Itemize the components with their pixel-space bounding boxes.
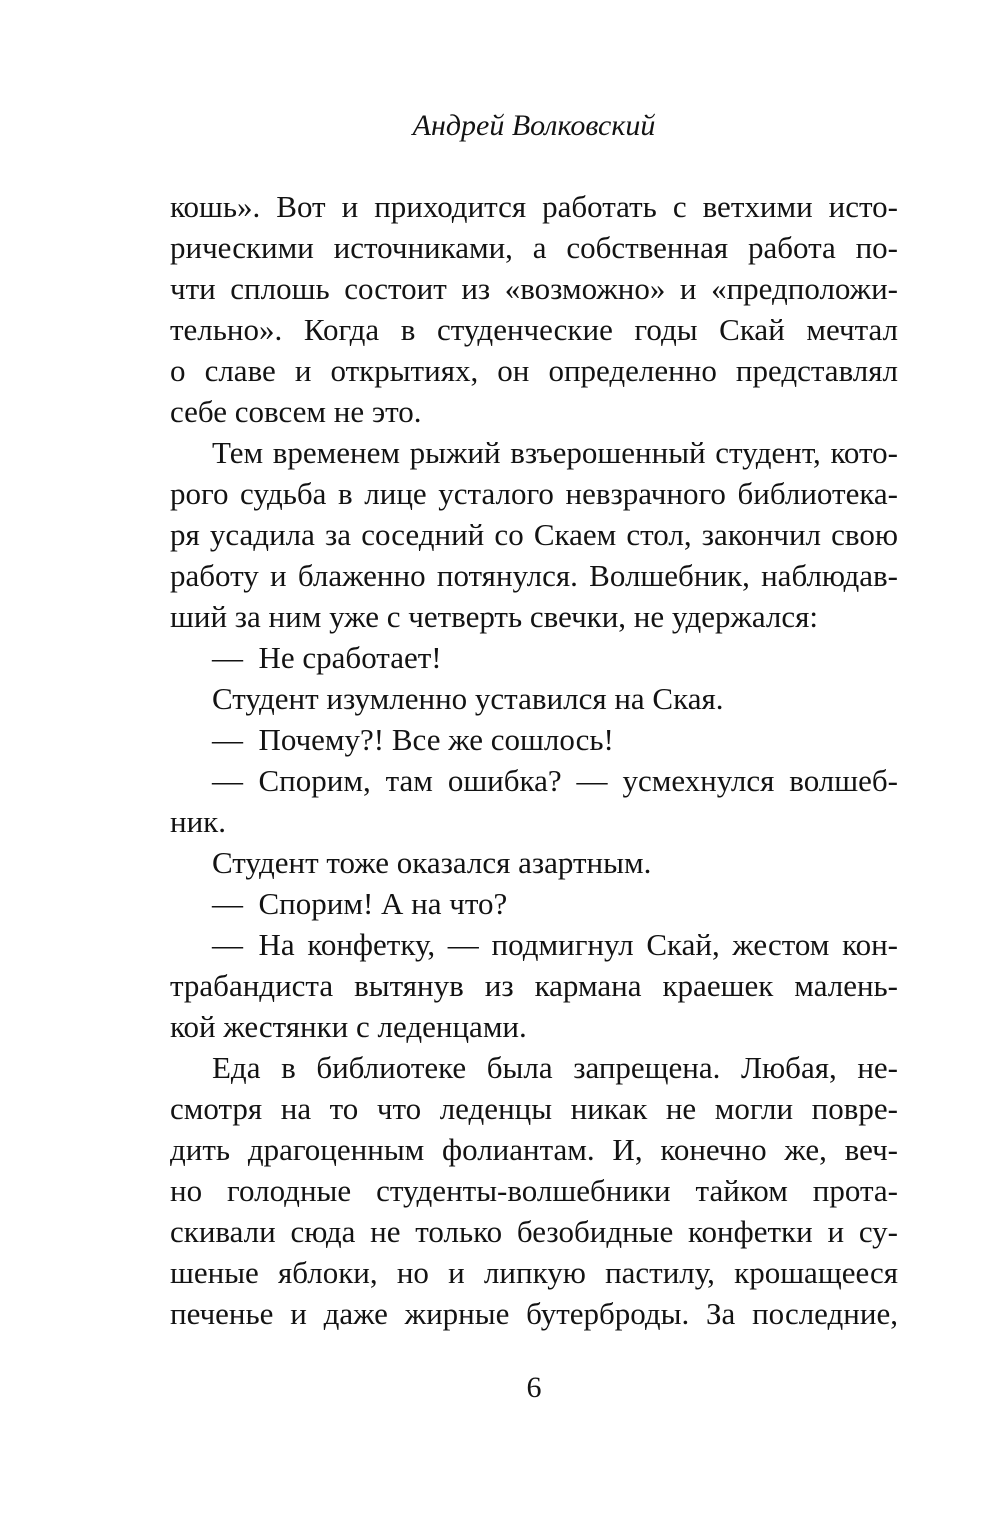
text-line-dialogue: — Не сработает!	[212, 640, 442, 675]
text-line-dialogue: — На конфетку, — подмигнул Скай, жестом кон-	[212, 927, 898, 962]
text-line: чти сплошь состоит из «возможно» и «предположи-	[170, 271, 898, 306]
page-text	[170, 186, 898, 1334]
text-line: работу и блаженно потянулся. Волшебник, наблюдав-	[170, 558, 898, 593]
text-line: Студент тоже оказался азартным.	[212, 845, 652, 880]
text-line: шеные яблоки, но и липкую пастилу, крошащееся	[170, 1255, 898, 1290]
text-line-dialogue: — Почему?! Все же сошлось!	[212, 722, 614, 757]
text-line-dialogue: — Спорим! А на что?	[212, 886, 508, 921]
text-line: трабандиста вытянув из кармана краешек малень-	[170, 968, 898, 1003]
text-line: но голодные студенты-волшебники тайком прота-	[170, 1173, 898, 1208]
text-line: смотря на то что леденцы никак не могли повре-	[170, 1091, 898, 1126]
text-line: ший за ним уже с четверть свечки, не удержался:	[170, 599, 819, 634]
text-line: рическими источниками, а собственная работа по-	[170, 230, 898, 265]
text-line: Тем временем рыжий взъерошенный студент, кото-	[212, 435, 898, 470]
running-header-author: Андрей Волковский	[412, 109, 656, 142]
text-line: себе совсем не это.	[170, 394, 422, 429]
text-line: кошь». Вот и приходится работать с ветхими исто-	[170, 189, 898, 224]
text-line: ник.	[170, 804, 226, 839]
text-line: кой жестянки с леденцами.	[170, 1009, 527, 1044]
text-line: тельно». Когда в студенческие годы Скай мечтал	[170, 312, 898, 347]
text-line: дить драгоценным фолиантам. И, конечно же, веч-	[170, 1132, 898, 1167]
page-number: 6	[526, 1371, 542, 1404]
text-line: Студент изумленно уставился на Ская.	[212, 681, 724, 716]
text-line: скивали сюда не только безобидные конфетки и су-	[170, 1214, 898, 1249]
text-line: рого судьба в лице усталого невзрачного библиотека-	[170, 476, 898, 511]
text-line-dialogue: — Спорим, там ошибка? — усмехнулся волшеб-	[212, 763, 898, 798]
text-line: о славе и открытиях, он определенно представлял	[170, 353, 898, 388]
text-line: Еда в библиотеке была запрещена. Любая, не-	[212, 1050, 898, 1085]
text-line: ря усадила за соседний со Скаем стол, закончил свою	[170, 517, 898, 552]
text-line: печенье и даже жирные бутерброды. За последние,	[170, 1296, 898, 1331]
